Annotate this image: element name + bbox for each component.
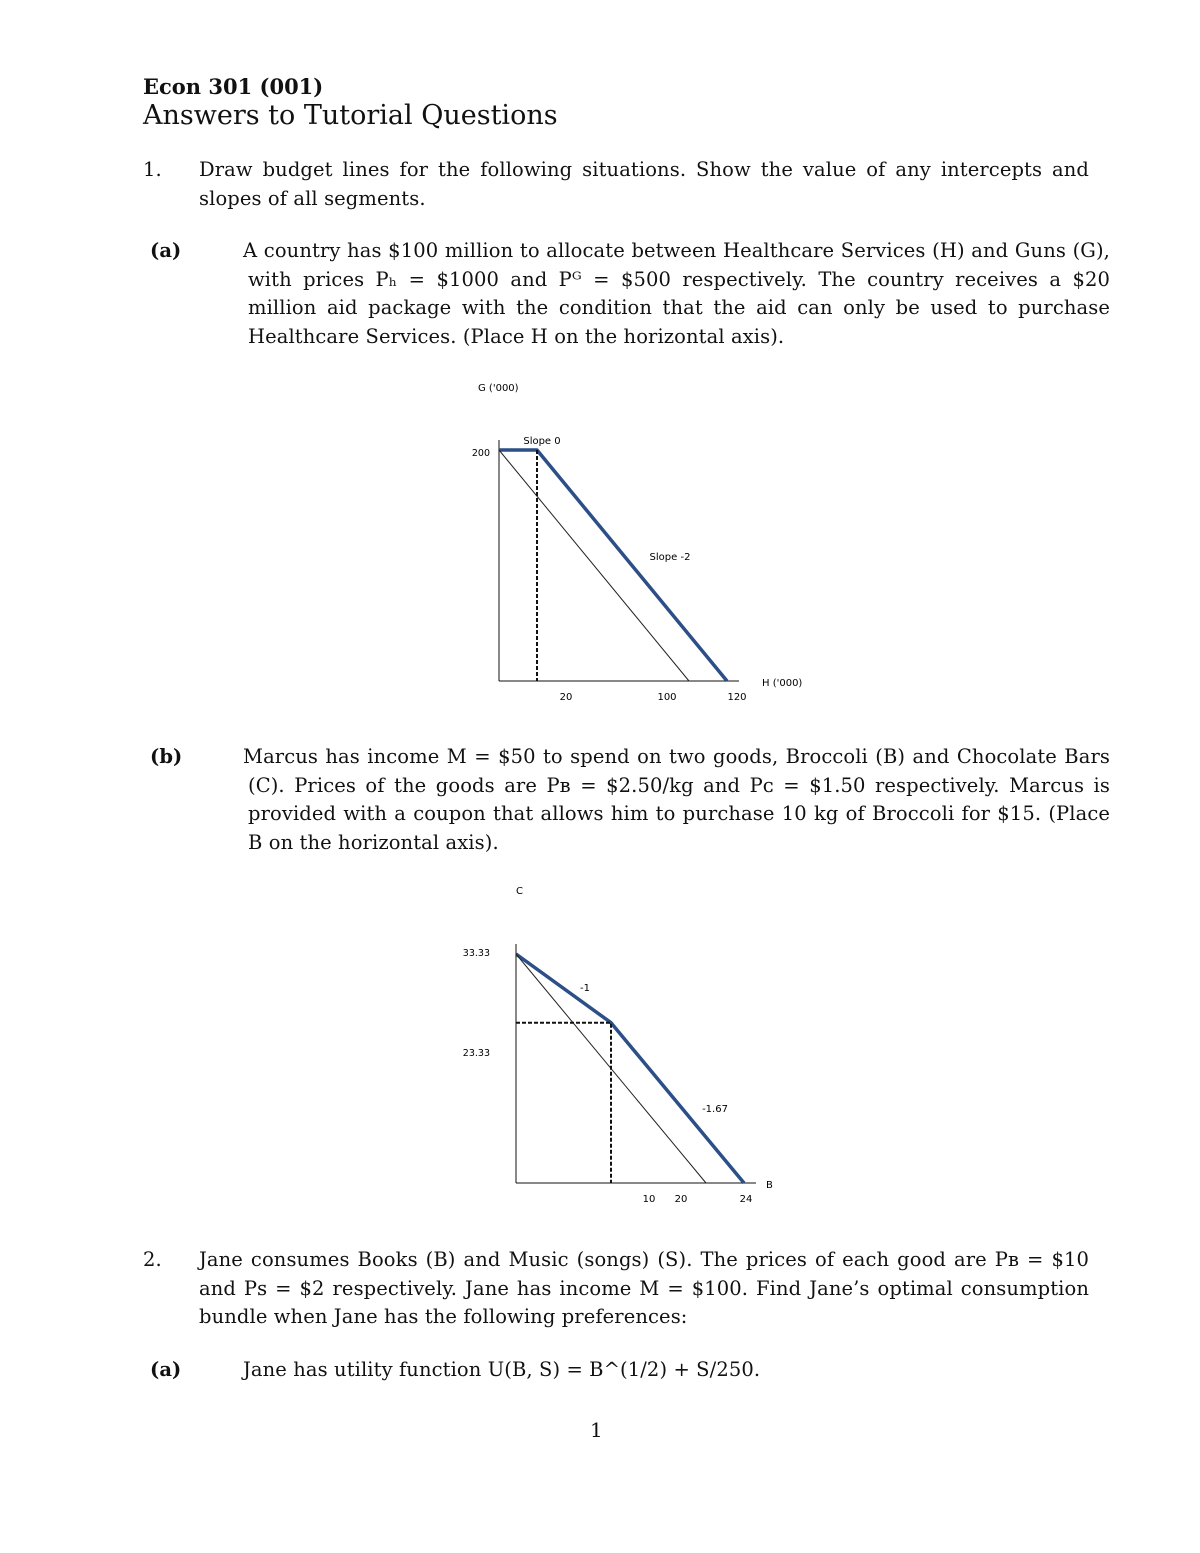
y-tick-label: 33.33 [462,948,490,959]
x-tick-label: 100 [657,692,677,703]
course-code: Econ 301 (001) [143,74,324,99]
x-tick-label: 24 [739,1194,753,1205]
slope-annotation: -1.67 [702,1104,728,1115]
part-text: Marcus has income M = $50 to spend on two goods, Broccoli (B) and Chocolate Bars (C). Prices of the goods are Pʙ = $2.50/kg and Pᴄ = $1.50 respectively. Marcus is provided with a coupon that allows him to purchase 10 kg of Broccoli for $15. (Place B on the horizontal axis). [243,745,1110,854]
y-axis-label: G ('000) [478,383,519,394]
y-tick-label: 23.33 [462,1048,490,1059]
question-1b [150,743,1110,857]
series-line-thin [499,450,689,681]
slope-annotation: Slope 0 [523,436,561,447]
series-line-dashed [516,1023,611,1183]
part-label: (b) [150,745,183,768]
x-axis-label: B [766,1180,773,1191]
x-tick-label: 120 [727,692,747,703]
part-text: Jane has utility function U(B, S) = B^(1/2) + S/250. [243,1358,761,1381]
x-tick-label: 10 [642,1194,656,1205]
part-label: (a) [150,1358,182,1381]
chart-1a [472,383,803,703]
page-number: 1 [590,1418,603,1442]
chart-1b [463,886,773,1205]
x-tick-label: 20 [559,692,573,703]
question-2a [150,1356,1110,1385]
x-tick-label: 20 [674,1194,688,1205]
part-label: (a) [150,239,182,262]
question-2 [143,1246,1089,1332]
part-text: A country has $100 million to allocate between Healthcare Services (H) and Guns (G), with prices Pₕ = $1000 and Pᴳ = $500 respectively. The country receives a $20 million aid package with the condition that the aid can only be used to purchase Healthcare Services. (Place H on the horizontal axis). [243,239,1110,348]
series-line-thick [516,954,744,1183]
question-text: Draw budget lines for the following situations. Show the value of any intercepts and slopes of all segments. [199,158,1089,210]
slope-annotation: -1 [580,983,590,994]
page-title: Answers to Tutorial Questions [143,100,558,131]
x-axis-label: H ('000) [762,678,803,689]
question-text: Jane consumes Books (B) and Music (songs) (S). The prices of each good are Pʙ = $10 and Pꜱ = $2 respectively. Jane has income M = $100. Find Jane’s optimal consumption bundle when Jane has the following preferences: [199,1248,1089,1329]
y-tick-label: 200 [471,448,490,459]
slope-annotation: Slope -2 [649,552,691,563]
series-line-thick [499,450,727,681]
question-number: 2. [143,1248,162,1271]
y-axis-label: C [516,886,523,897]
question-number: 1. [143,158,162,181]
